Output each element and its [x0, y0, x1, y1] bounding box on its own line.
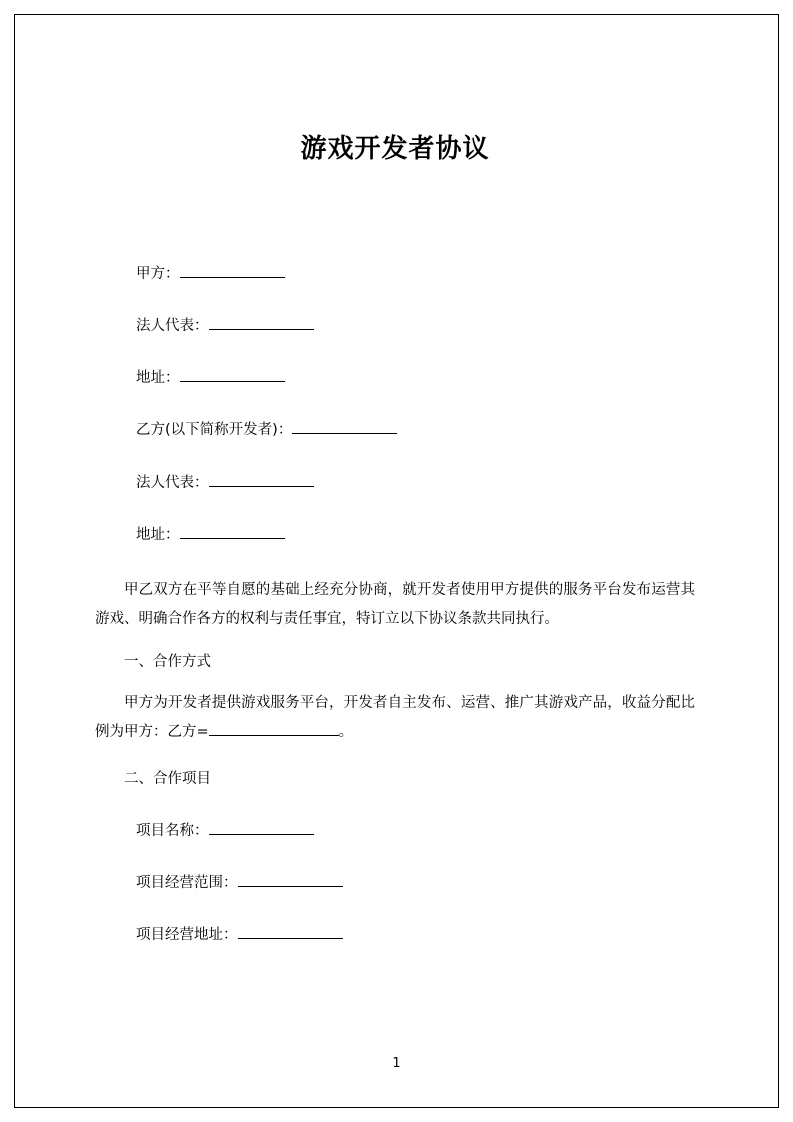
- field-row-project-address: [95, 924, 695, 947]
- spacer: [95, 806, 695, 820]
- fill-in-blank[interactable]: [292, 433, 397, 434]
- field-row-project-scope: [95, 872, 695, 895]
- fill-in-blank[interactable]: [180, 381, 285, 382]
- section-1-body: [95, 689, 695, 747]
- preamble-paragraph: 甲乙双方在平等自愿的基础上经充分协商，就开发者使用甲方提供的服务平台发布运营其游戏、明确合作各方的权利与责任事宜，特订立以下协议条款共同执行。: [95, 581, 695, 627]
- fill-in-blank[interactable]: [209, 735, 339, 736]
- field-row-party-b-address: [95, 524, 695, 547]
- field-label: 项目经营范围：: [136, 875, 238, 892]
- field-row-party-b: [95, 419, 695, 442]
- field-label: 地址：: [136, 526, 180, 543]
- section-1-body-suffix: 。: [338, 723, 354, 740]
- document-content: [95, 0, 695, 976]
- field-row-party-a: [95, 263, 695, 286]
- page-title: 游戏开发者协议: [300, 134, 490, 164]
- party-information-block: [95, 263, 695, 547]
- field-row-party-b-legal-rep: [95, 472, 695, 495]
- fill-in-blank[interactable]: [209, 834, 314, 835]
- field-row-project-name: [95, 820, 695, 843]
- section-1-body-prefix: 甲方为开发者提供游戏服务平台，开发者自主发布、运营、推广其游戏产品，收益分配比例为甲方：乙方=: [95, 694, 695, 740]
- fill-in-blank[interactable]: [209, 329, 314, 330]
- fill-in-blank[interactable]: [238, 886, 343, 887]
- fill-in-blank[interactable]: [180, 277, 285, 278]
- fill-in-blank[interactable]: [238, 938, 343, 939]
- field-label: 法人代表：: [136, 474, 209, 491]
- field-label: 项目名称：: [136, 822, 209, 839]
- field-label: 法人代表：: [136, 317, 209, 334]
- section-heading-1: 一、合作方式: [124, 653, 211, 670]
- field-label: 乙方(以下简称开发者)：: [136, 422, 293, 439]
- section-heading-2: 二、合作项目: [124, 770, 211, 787]
- fill-in-blank[interactable]: [209, 486, 314, 487]
- field-row-party-a-legal-rep: [95, 315, 695, 338]
- field-label: 项目经营地址：: [136, 927, 238, 944]
- field-label: 甲方：: [136, 265, 180, 282]
- page-number: 1: [392, 1056, 401, 1071]
- field-row-party-a-address: [95, 367, 695, 390]
- fill-in-blank[interactable]: [180, 538, 285, 539]
- field-label: 地址：: [136, 370, 180, 387]
